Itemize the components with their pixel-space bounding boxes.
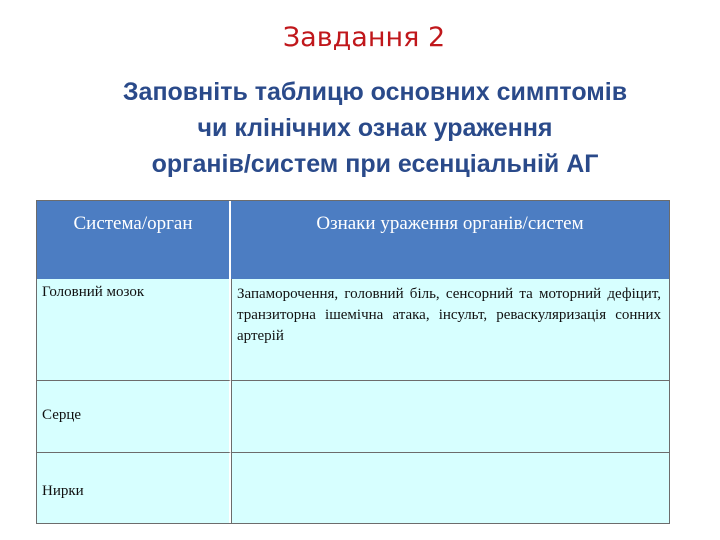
slide-subtitle (40, 74, 710, 182)
organ-cell: Нирки (37, 453, 231, 523)
signs-cell[interactable] (231, 381, 669, 453)
signs-cell: Запаморочення, головний біль, сенсорний та моторний дефіцит, транзиторна ішемічна атака, інсульт, реваскуляризація сонних артерій (231, 279, 669, 381)
organ-cell: Серце (37, 381, 231, 453)
table-row (37, 279, 669, 381)
signs-cell[interactable] (231, 453, 669, 523)
header-signs: Ознаки ураження органів/систем (316, 213, 584, 234)
subtitle-line: чи клінічних ознак ураження (197, 114, 553, 142)
subtitle-line: органів/систем при есенціальній АГ (151, 150, 599, 178)
organ-cell: Головний мозок (37, 279, 231, 381)
table-header-row (37, 201, 669, 280)
table-row (37, 453, 669, 523)
subtitle-line: Заповніть таблицю основних симптомів (122, 78, 628, 106)
table-row (37, 381, 669, 453)
header-organ: Система/орган (37, 201, 231, 279)
symptoms-table (36, 200, 670, 524)
slide-title: Завдання 2 (282, 22, 446, 53)
